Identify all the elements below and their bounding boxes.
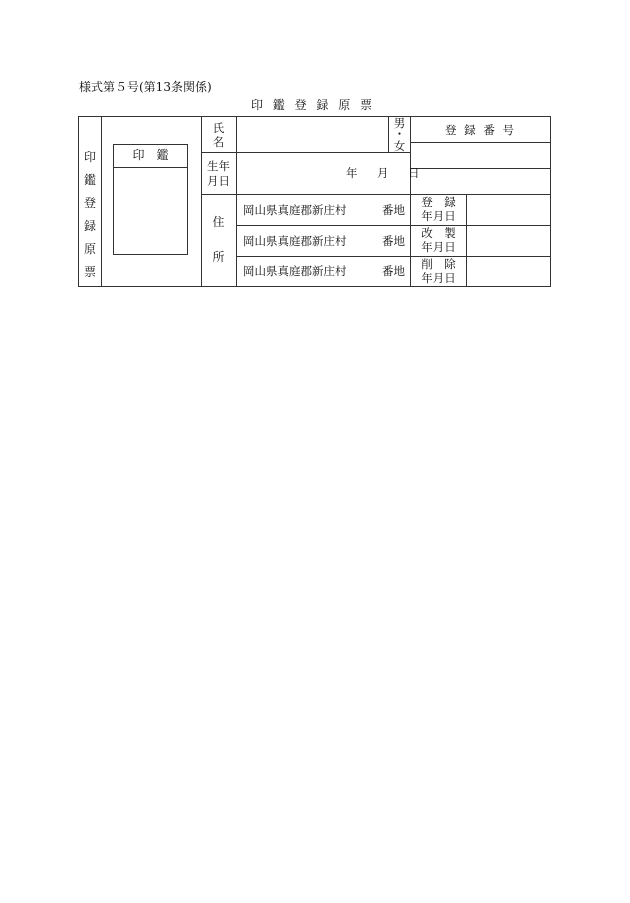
birth-label-line2: 月日 [207, 174, 230, 188]
birth-date-field[interactable]: 年 月 日 [346, 166, 424, 180]
address-label-line2: 所 [212, 250, 225, 264]
reg-number-label: 登 録 番 号 [445, 123, 516, 137]
table-bottom-border [78, 286, 551, 287]
table-left-border [78, 116, 79, 287]
seal-box-header-line [113, 167, 188, 168]
address-label-line1: 住 [212, 215, 225, 229]
address-row-3-event-line2: 年月日 [421, 271, 456, 285]
form-title: 印 鑑 登 録 原 票 [250, 98, 376, 112]
address-row-3-event-line1: 削 除 [421, 257, 456, 271]
address-row-3-suffix: 番地 [382, 264, 405, 278]
reg-number-field-2[interactable] [411, 169, 550, 194]
gender-separator: ・ [393, 127, 406, 141]
address-row-1-address[interactable]: 岡山県真庭郡新庄村 [243, 203, 347, 217]
reg-number-field[interactable] [411, 143, 550, 168]
address-row-2-suffix: 番地 [382, 234, 405, 248]
address-row-1-event-line1: 登 録 [421, 195, 456, 209]
side-title-char: 登 [83, 196, 96, 210]
form-number-label: 様式第５号(第13条関係) [79, 80, 212, 94]
address-row-1-date-field[interactable] [467, 195, 550, 225]
birth-label-line1: 生年 [207, 159, 230, 173]
address-row-1-event-line2: 年月日 [421, 209, 456, 223]
name-label-line2: 名 [212, 135, 225, 149]
address-row-2-address[interactable]: 岡山県真庭郡新庄村 [243, 234, 347, 248]
side-title-char: 鑑 [83, 173, 96, 187]
name-field[interactable] [237, 117, 388, 152]
divider-side-title [101, 116, 102, 287]
side-title-char: 録 [83, 219, 96, 233]
side-title-char: 印 [83, 150, 96, 164]
address-row-3-address[interactable]: 岡山県真庭郡新庄村 [243, 264, 347, 278]
row-line-name [201, 152, 411, 153]
side-title [80, 146, 100, 284]
gender-female[interactable]: 女 [393, 139, 406, 153]
address-row-3-date-field[interactable] [467, 257, 550, 286]
address-row-1-suffix: 番地 [382, 203, 405, 217]
address-row-2-date-field[interactable] [467, 226, 550, 256]
side-title-char: 原 [83, 242, 96, 256]
name-label-line1: 氏 [212, 121, 225, 135]
address-row-2-event-line2: 年月日 [421, 240, 456, 254]
seal-box-label: 印 鑑 [132, 148, 169, 162]
address-row-2-event-line1: 改 製 [421, 226, 456, 240]
gender-male[interactable]: 男 [393, 116, 406, 130]
side-title-char: 票 [83, 265, 96, 279]
